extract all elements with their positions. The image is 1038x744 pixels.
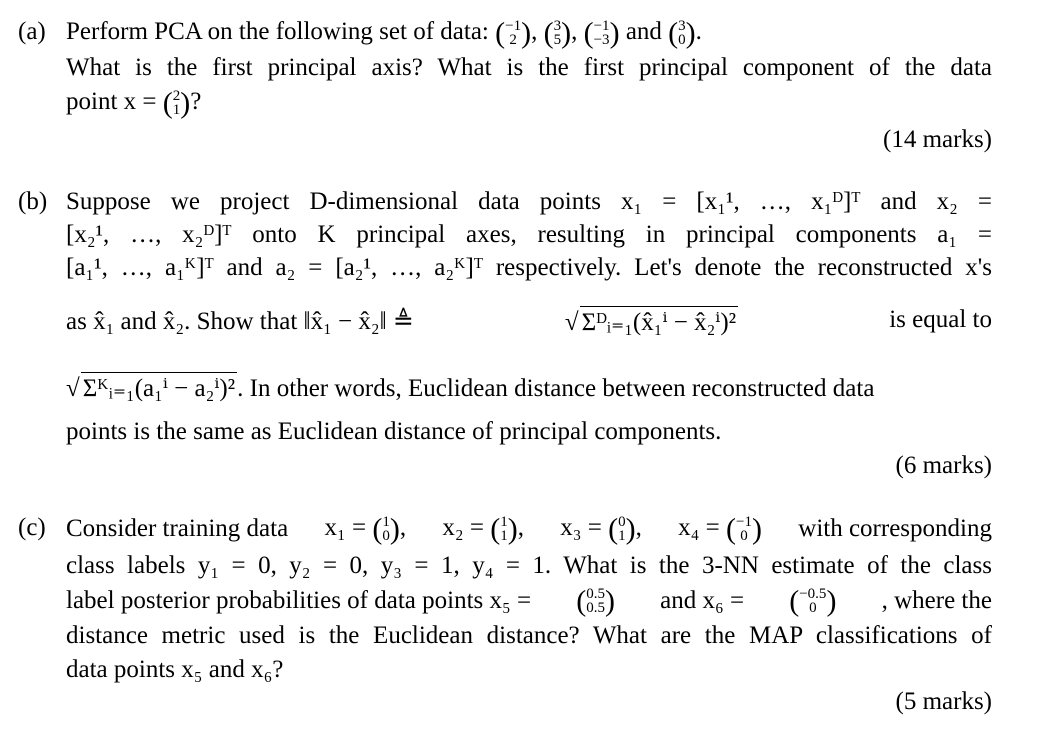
question-b-line1: Suppose we project D-dimensional data points x₁ = [x₁¹, …, x₁ᴰ]ᵀ and x₂ = xyxy=(66,188,992,215)
question-b-line6: points is the same as Euclidean distance of principal components. xyxy=(66,418,722,445)
question-a-line1: Perform PCA on the following set of data: ( −1 2 ), ( 3 5 ), ( −1 −3 ) and ( 3 0 ). xyxy=(66,16,702,50)
vector: −1 −3 xyxy=(593,18,610,49)
question-a-marks: (14 marks) xyxy=(883,126,992,153)
question-c-line5: data points x₅ and x₆? xyxy=(66,656,284,683)
question-c-line4: distance metric used is the Euclidean distance? What are the MAP classifications of xyxy=(66,622,992,649)
question-a-line3: point x = ( 2 1 )? xyxy=(66,86,202,120)
question-a-label: (a) xyxy=(18,18,46,45)
question-c-line3: label posterior probabilities of data points x₅ = ( 0.5 0.5 ) and x₆ = ( −0.5 0 ) , where the xyxy=(66,584,992,618)
question-c-marks: (5 marks) xyxy=(895,688,992,715)
vector: 2 1 xyxy=(172,88,181,119)
question-b-marks: (6 marks) xyxy=(895,452,992,479)
vector: −1 2 xyxy=(505,18,522,49)
question-b-line4: as x̂₁ and x̂₂. Show that ‖x̂₁ − x̂₂‖ ≜ √ Σᴰᵢ₌₁(x̂₁ⁱ − x̂₂ⁱ)² is equal to xyxy=(66,306,992,336)
question-c-line1: Consider training data x₁ = ( 1 0 ), x₂ = ( 1 1 ), x₃ = ( 0 1 ), x₄ = ( −1 0 ) with corresponding xyxy=(66,512,992,546)
question-b-line2: [x₂¹, …, x₂ᴰ]ᵀ onto K principal axes, resulting in principal components a₁ = xyxy=(66,221,992,248)
question-b-label: (b) xyxy=(18,188,48,215)
vector: 3 5 xyxy=(553,18,562,49)
question-c-line2: class labels y₁ = 0, y₂ = 0, y₃ = 1, y₄ = 1. What is the 3-NN estimate of the class xyxy=(66,552,992,579)
question-c-label: (c) xyxy=(18,514,46,541)
question-a-line2: What is the first principal axis? What is the first principal component of the data xyxy=(66,54,992,81)
question-b-line3: [a₁¹, …, a₁ᴷ]ᵀ and a₂ = [a₂¹, …, a₂ᴷ]ᵀ respectively. Let's denote the reconstructed x's xyxy=(66,254,992,281)
question-b-line5: √ Σᴷᵢ₌₁(a₁ⁱ − a₂ⁱ)². In other words, Euclidean distance between reconstructed data xyxy=(66,372,874,403)
vector: 3 0 xyxy=(678,18,686,49)
